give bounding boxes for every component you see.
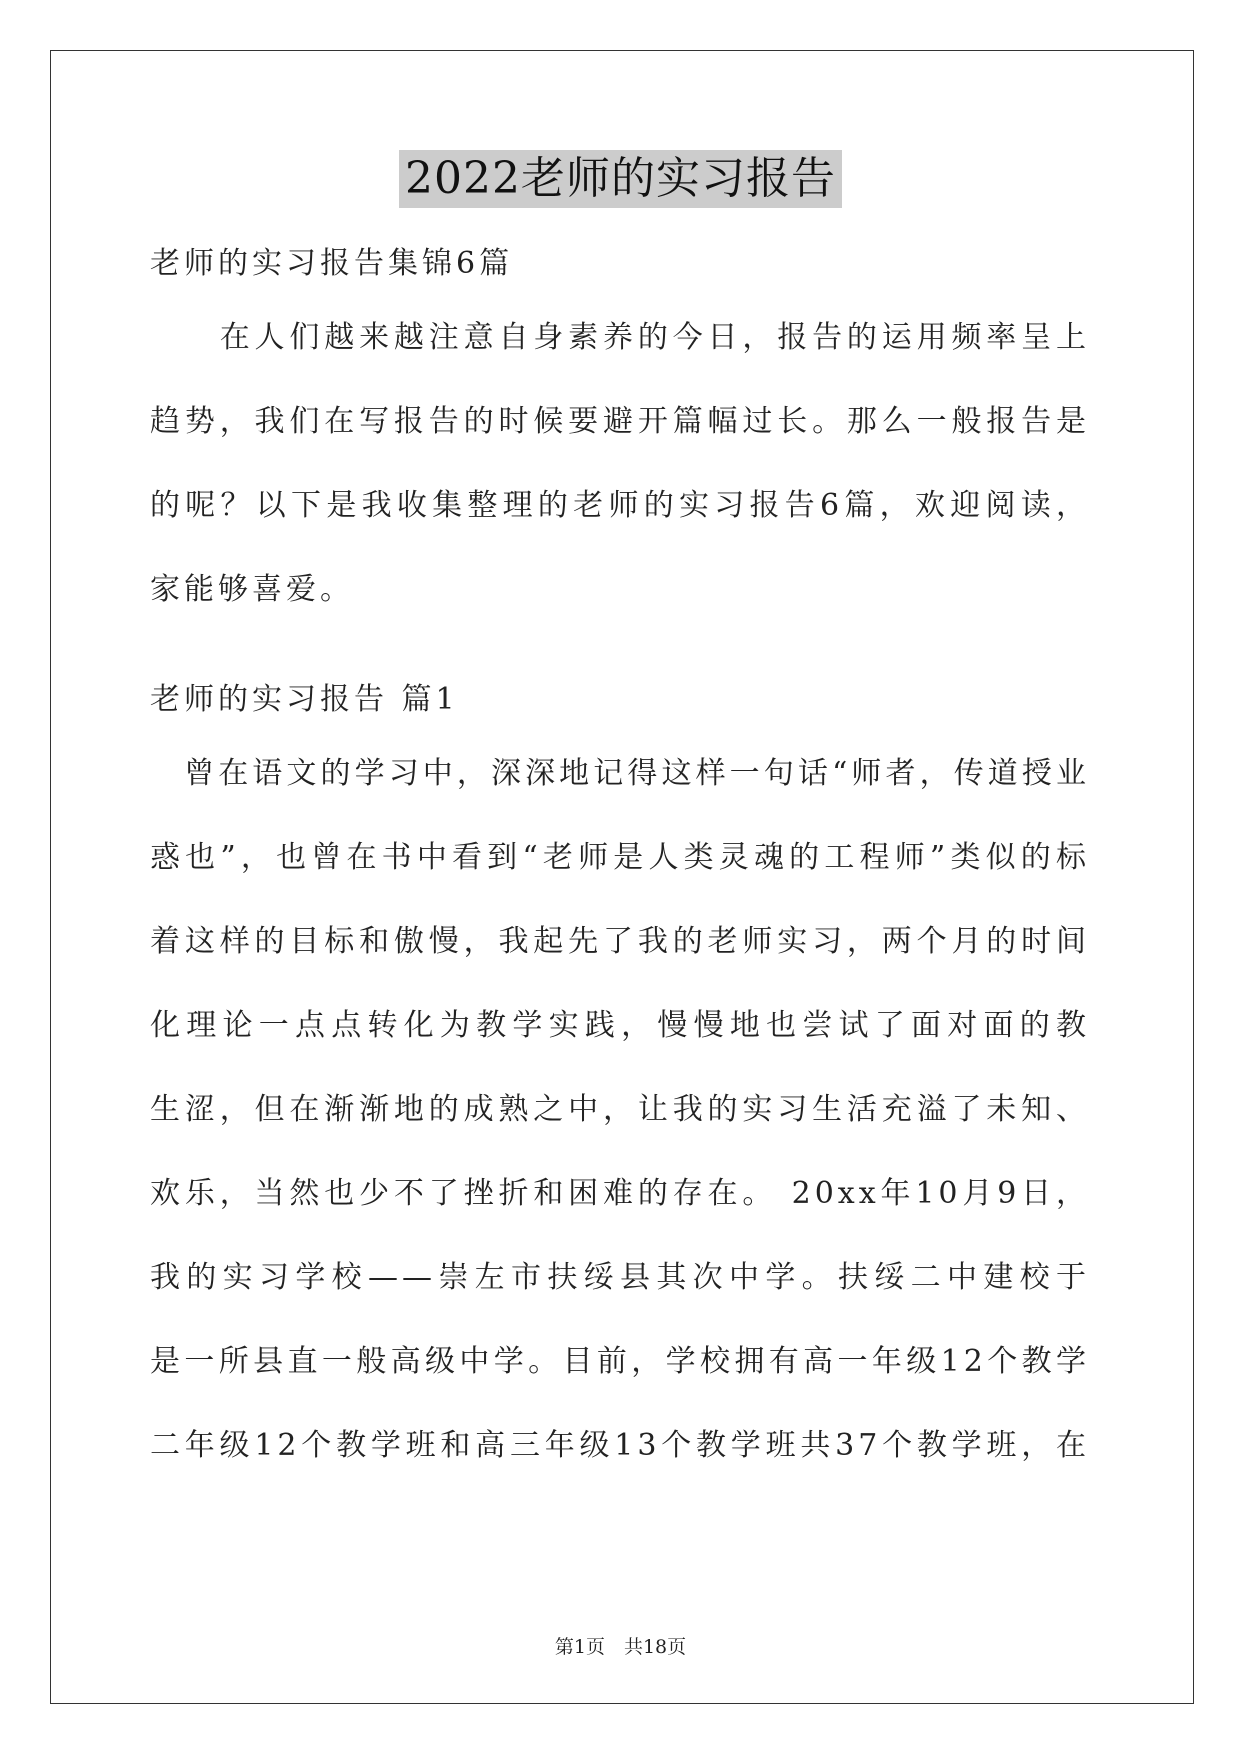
body-line: 二年级12个教学班和高三年级13个教学班共37个教学班，在 [150, 1428, 1090, 1463]
intro-line: 家能够喜爱。 [150, 572, 354, 607]
page-number-footer: 第1页 共18页 [554, 1636, 687, 1658]
body-line: 欢乐，当然也少不了挫折和困难的存在。 20xx年10月9日， [150, 1176, 1090, 1211]
intro-line: 在人们越来越注意自身素养的今日，报告的运用频率呈上 [219, 320, 1090, 355]
body-line: 惑也”，也曾在书中看到“老师是人类灵魂的工程师”类似的标 [150, 840, 1090, 875]
intro-line: 的呢？以下是我收集整理的老师的实习报告6篇，欢迎阅读， [150, 488, 1090, 523]
body-line: 着这样的目标和傲慢，我起先了我的老师实习，两个月的时间 [150, 924, 1090, 959]
body-line: 生涩，但在渐渐地的成熟之中，让我的实习生活充溢了未知、 [150, 1092, 1090, 1127]
body-line: 是一所县直一般高级中学。目前，学校拥有高一年级12个教学 [150, 1344, 1090, 1379]
document-subtitle: 老师的实习报告集锦6篇 [150, 246, 514, 281]
title-container [0, 150, 1241, 208]
body-line: 曾在语文的学习中，深深地记得这样一句话“师者，传道授业 [184, 756, 1090, 791]
subtitle-block [150, 222, 1090, 306]
body-paragraph [150, 732, 1090, 1488]
body-line: 化理论一点点转化为教学实践，慢慢地也尝试了面对面的教 [150, 1008, 1090, 1043]
section-heading-block [150, 658, 1090, 742]
intro-paragraph [150, 296, 1090, 632]
body-line: 我的实习学校——崇左市扶绥县其次中学。扶绥二中建校于 [150, 1260, 1090, 1295]
section-heading: 老师的实习报告 篇1 [150, 682, 459, 717]
document-title: 2022老师的实习报告 [399, 150, 842, 208]
intro-line: 趋势，我们在写报告的时候要避开篇幅过长。那么一般报告是 [150, 404, 1090, 439]
